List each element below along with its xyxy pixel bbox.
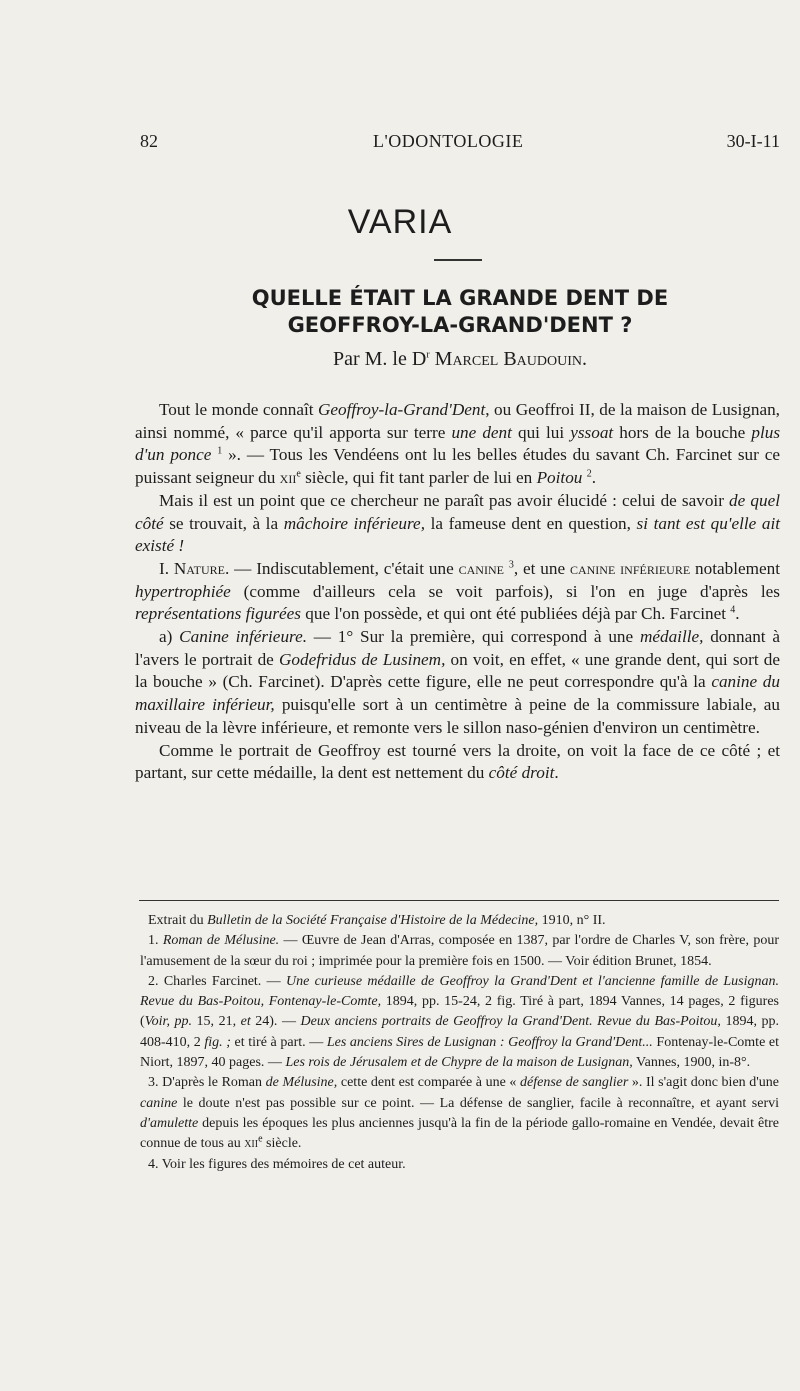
page-number: 82 (140, 131, 158, 151)
issue-date: 30-I-11 (726, 131, 780, 151)
author-name: Marcel Baudouin. (434, 348, 587, 370)
section-divider (434, 259, 482, 261)
footnote-source: Extrait du Bulletin de la Société Française d'Histoire de la Médecine, 1910, n° II. (148, 913, 606, 928)
footnote-ref-2: 2 (586, 468, 592, 480)
journal-title: L'ODONTOLOGIE (373, 131, 524, 151)
footnote-rule (139, 900, 779, 901)
paragraph-3: I. Nature. — Indiscutablement, c'était une canine $^3$, et une canine inférieure notablement hypertrophiée (comme d'ailleurs cela se voit parfois), si l'on en juge d'après les représentations figurées que l'on possède, et qui ont été publiées déjà par Ch. Farcinet $^4$. (135, 558, 780, 624)
article-title-line-2: GEOFFROY-LA-GRAND'DENT ? (287, 313, 633, 337)
article-body (135, 399, 780, 785)
paragraph-4: a) Canine inférieure. — 1° Sur la première, qui correspond à une médaille, donnant à l'avers le portrait de Godefridus de Lusinem, on voit, en effet, « une grande dent, qui sort de la bouche » (Ch. Farcinet). D'après cette figure, elle ne peut correspondre qu'à la canine du maxillaire inférieur, puisqu'elle sort à un centimètre à peine de la commissure labiale, au niveau de la lèvre inférieure, et remonte vers le sillon naso-génien d'environ un centimètre. (135, 627, 780, 737)
paragraph-1: Tout le monde connaît Geoffroy-la-Grand'Dent, ou Geoffroi II, de la maison de Lusignan, ainsi nommé, « parce qu'il apporta sur terre une dent qui lui yssoat hors de la bouche plus d'un ponce $^1$ ». — Tous les Vendéens ont lu les belles études du savant Ch. Farcinet sur ce puissant seigneur du xii$^e$ siècle, qui fit tant parler de lui en Poitou $^2$. (135, 400, 781, 488)
footnote-3: 3. D'après le Roman de Mélusine, cette dent est comparée à une « défense de sanglier ». Il s'agit donc bien d'une canine le doute n'est pas possible sur ce point. — La défense de sanglier, facile à reconnaître, et ayant servi d'amulette depuis les époques les plus anciennes jusqu'à la fin de la période gallo-romaine en Vendée, devait être connue de tous au xii$^e$ siècle. (140, 1075, 779, 1152)
footnote-4: 4. Voir les figures des mémoires de cet auteur. (148, 1156, 406, 1172)
footnote-ref-1: 1 (217, 445, 223, 457)
footnote-1: 1. Roman de Mélusine. — Œuvre de Jean d'Arras, composée en 1387, par l'ordre de Charles V, son frère, pour l'amusement de la sœur du roi ; imprimée pour la première fois en 1500. — Voir édition Brunet, 1854. (140, 933, 780, 969)
footnotes (140, 911, 779, 1175)
footnote-ref-3: 3 (508, 559, 514, 571)
byline: Par M. le $D^r$ Marcel Baudouin. (332, 348, 587, 370)
paragraph-5: Comme le portrait de Geoffroy est tourné vers la droite, on voit la face de ce côté ; et partant, sur cette médaille, la dent est nettement du côté droit. (135, 740, 780, 783)
footnote-ref-4: 4 (730, 604, 736, 616)
article-title-line-1: QUELLE ÉTAIT LA GRANDE DENT DE (251, 286, 669, 310)
section-heading: VARIA (347, 203, 453, 241)
paragraph-2: Mais il est un point que ce chercheur ne paraît pas avoir élucidé : celui de savoir de quel côté se trouvait, à la mâchoire inférieure, la fameuse dent en question, si tant est qu'elle ait existé ! (135, 490, 781, 556)
footnote-2: 2. Charles Farcinet. — Une curieuse médaille de Geoffroy la Grand'Dent et l'ancienne famille de Lusignan. Revue du Bas-Poitou, Fontenay-le-Comte, 1894, pp. 15-24, 2 fig. Tiré à part, 1894 Vannes, 14 pages, 2 figures (Voir, pp. 15, 21, et 24). — Deux anciens portraits de Geoffroy la Grand'Dent. Revue du Bas-Poitou, 1894, pp. 408-410, 2 fig. ; et tiré à part. — Les anciens Sires de Lusignan : Geoffroy la Grand'Dent... Fontenay-le-Comte et Niort, 1897, 40 pages. — Les rois de Jérusalem et de Chypre de la maison de Lusignan, Vannes, 1900, in-8°. (140, 973, 780, 1071)
running-head (140, 131, 780, 155)
article-title (140, 285, 780, 339)
